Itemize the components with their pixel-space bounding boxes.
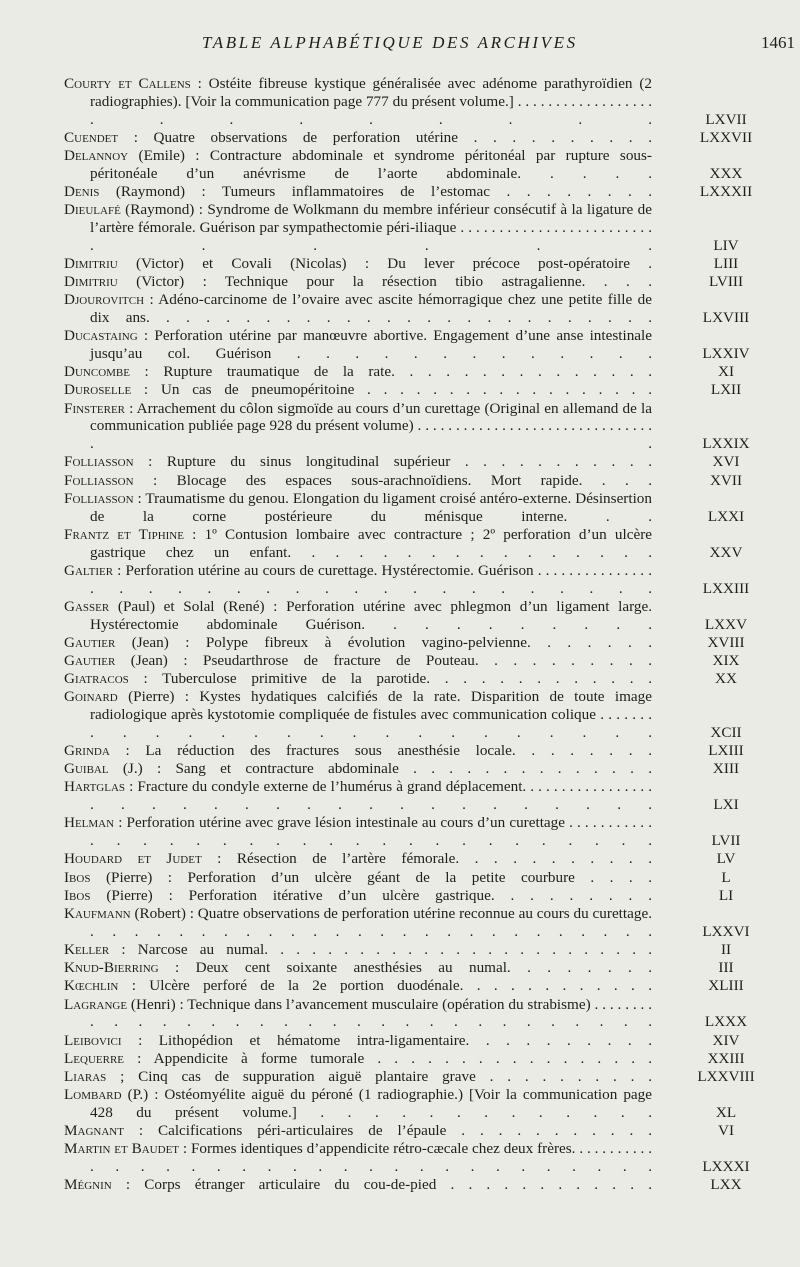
entry-text bbox=[64, 887, 652, 905]
index-entry bbox=[64, 634, 800, 652]
entry-reference: LXXIV bbox=[702, 345, 750, 363]
running-header bbox=[64, 33, 800, 57]
entry-text bbox=[64, 255, 652, 273]
author-name: Dimitriu bbox=[64, 273, 118, 291]
author-name: Delannoy bbox=[64, 146, 129, 164]
author-name: Giatracos bbox=[64, 670, 129, 688]
entry-title: (Pierre) : Perforation itérative d’un ulcère gastrique. . . . . . . . . bbox=[90, 886, 652, 904]
author-name: Houdard et Judet bbox=[64, 850, 202, 868]
index-entry bbox=[64, 996, 800, 1032]
index-entry bbox=[64, 183, 800, 201]
entry-title: : Rupture traumatique de la rate. . . . . . . . . . . . . . . bbox=[129, 363, 652, 381]
author-name: Gasser bbox=[64, 597, 110, 615]
index-entry bbox=[64, 490, 800, 526]
index-entry bbox=[64, 1032, 800, 1050]
entry-title: : Perforation utérine par manœuvre abortive. Engagement d’une anse intestinale jusqu’au col. Guérison . . . . . . . . . . . . . bbox=[90, 327, 652, 363]
entry-title: (Paul) et Solal (René) : Perforation utérine avec phlegmon d’un ligament large. Hystérectomie abdominale Guérison. . . . . . . . . . bbox=[90, 597, 652, 633]
index-entry bbox=[64, 129, 800, 147]
index-entry bbox=[64, 363, 800, 381]
entry-reference: LXXIX bbox=[702, 435, 750, 453]
index-entry bbox=[64, 201, 800, 254]
entry-title: (Jean) : Pseudarthrose de fracture de Pouteau. . . . . . . . . . bbox=[115, 651, 652, 669]
entry-reference: XVII bbox=[709, 471, 743, 489]
entry-text bbox=[64, 472, 652, 490]
index-entry bbox=[64, 814, 800, 850]
entry-title: : Rupture du sinus longitudinal supérieur . . . . . . . . . . . bbox=[133, 453, 652, 471]
entry-title: (Victor) et Covali (Nicolas) : Du lever précoce post-opératoire . bbox=[117, 254, 652, 272]
entry-reference: LIII bbox=[713, 254, 739, 272]
index-entry bbox=[64, 778, 800, 814]
entry-title: (J.) : Sang et contracture abdominale . . . . . . . . . . . . . . bbox=[108, 760, 652, 778]
author-name: Magnant bbox=[64, 1122, 124, 1140]
entry-reference: XXV bbox=[709, 543, 743, 561]
entry-reference: LXIII bbox=[708, 742, 744, 760]
entry-reference: XCII bbox=[710, 723, 742, 741]
entry-reference: XXIII bbox=[707, 1049, 745, 1067]
author-name: Hartglas bbox=[64, 778, 126, 796]
entry-reference: LXX bbox=[710, 1176, 742, 1194]
index-entry bbox=[64, 400, 800, 453]
running-title: TABLE ALPHABÉTIQUE DES ARCHIVES bbox=[202, 33, 578, 52]
entry-text bbox=[64, 75, 652, 128]
index-entry bbox=[64, 381, 800, 399]
entry-text bbox=[64, 941, 652, 959]
entry-text bbox=[64, 1176, 652, 1194]
entry-title: : Blocage des espaces sous-arachnoïdiens. Mort rapide. . . . bbox=[133, 471, 652, 489]
entry-text bbox=[64, 1068, 652, 1086]
index-entry bbox=[64, 941, 800, 959]
entry-text bbox=[64, 869, 652, 887]
entry-reference: XXX bbox=[709, 164, 743, 182]
entry-text bbox=[64, 905, 652, 941]
entry-text bbox=[64, 670, 652, 688]
index-entry bbox=[64, 652, 800, 670]
author-name: Cuendet bbox=[64, 128, 119, 146]
author-name: Duroselle bbox=[64, 381, 132, 399]
entry-title: : Narcose au numal. . . . . . . . . . . . . . . . . . . . . . . . . bbox=[109, 940, 652, 958]
entry-text bbox=[64, 526, 652, 562]
entry-title: : Formes identiques d’appendicite rétro-cæcale chez deux frères. . . . . . . . . . . . . . . . . . . . . . . . . . . . . . . . . . bbox=[90, 1140, 652, 1176]
entry-reference: XVI bbox=[712, 453, 740, 471]
index-entries bbox=[64, 75, 800, 1194]
entry-text bbox=[64, 778, 652, 814]
entry-reference: LVIII bbox=[708, 273, 744, 291]
index-entry bbox=[64, 562, 800, 598]
author-name: Kœchlin bbox=[64, 977, 119, 995]
entry-text bbox=[64, 1122, 652, 1140]
author-name: Lequerre bbox=[64, 1049, 124, 1067]
entry-reference: L bbox=[721, 868, 731, 886]
author-name: Martin et Baudet bbox=[64, 1140, 180, 1158]
author-name: Galtier bbox=[64, 561, 114, 579]
entry-text bbox=[64, 634, 652, 652]
entry-title: (Pierre) : Perforation d’un ulcère géant de la petite courbure . . . . bbox=[90, 868, 652, 886]
entry-title: : Ulcère perforé de la 2e portion duodénale. . . . . . . . . . . . bbox=[118, 977, 652, 995]
author-name: Ducastaing bbox=[64, 327, 138, 345]
entry-reference: LXXVII bbox=[699, 128, 753, 146]
entry-reference: XIV bbox=[712, 1031, 740, 1049]
page-number: 1461 bbox=[761, 33, 795, 52]
index-entry bbox=[64, 273, 800, 291]
entry-text bbox=[64, 490, 652, 526]
entry-text bbox=[64, 453, 652, 471]
entry-reference: LXVII bbox=[705, 110, 747, 128]
entry-reference: II bbox=[720, 940, 732, 958]
entry-title: (Jean) : Polype fibreux à évolution vagino-pelvienne. . . . . . . bbox=[115, 633, 652, 651]
entry-title: (Victor) : Technique pour la résection tibio astragalienne. . . . bbox=[117, 273, 652, 291]
author-name: Duncombe bbox=[64, 363, 130, 381]
index-entry bbox=[64, 1086, 800, 1122]
entry-title: (Raymond) : Syndrome de Wolkmann du membre inférieur consécutif à la ligature de l’artère fémorale. Guérison par sympathectomie péri-iliaque . . . . . . . . . . . . . . . . . . . . . . . . . . . . . . . bbox=[90, 201, 652, 254]
entry-reference: LXII bbox=[710, 381, 742, 399]
entry-text bbox=[64, 129, 652, 147]
entry-text bbox=[64, 760, 652, 778]
author-name: Ibos bbox=[64, 868, 91, 886]
index-entry bbox=[64, 760, 800, 778]
index-entry bbox=[64, 526, 800, 562]
author-name: Knud-Bierring bbox=[64, 959, 159, 977]
author-name: Finsterer bbox=[64, 399, 126, 417]
entry-title: : Perforation utérine au cours de curettage. Hystérectomie. Guérison . . . . . . . . . . . . . . . . . . . . . . . . . . . . . . . . . . . bbox=[90, 561, 652, 597]
index-entry bbox=[64, 291, 800, 327]
entry-reference: VI bbox=[717, 1122, 735, 1140]
author-name: Folliasson bbox=[64, 471, 134, 489]
entry-title: : La réduction des fractures sous anesthésie locale. . . . . . . . bbox=[109, 742, 652, 760]
entry-title: (Robert) : Quatre observations de perforation utérine reconnue au cours du curettage. . . . . . . . . . . . . . . . . . . . . . . . . . . bbox=[90, 904, 652, 940]
entry-text bbox=[64, 400, 652, 453]
entry-reference: XLIII bbox=[708, 977, 744, 995]
entry-title: : Arrachement du côlon sigmoïde au cours d’un curettage (Original en allemand de la communication publiée page 928 du présent volume) . . . . . . . . . . . . . . . . . . . . . . . . . . . . . . . . . bbox=[90, 399, 652, 453]
author-name: Keller bbox=[64, 940, 110, 958]
author-name: Courty et Callens bbox=[64, 75, 191, 92]
entry-text bbox=[64, 652, 652, 670]
index-entry bbox=[64, 1140, 800, 1176]
entry-reference: III bbox=[718, 959, 734, 977]
author-name: Lombard bbox=[64, 1086, 122, 1104]
entry-text bbox=[64, 996, 652, 1032]
author-name: Liaras bbox=[64, 1067, 107, 1085]
entry-text bbox=[64, 959, 652, 977]
index-entry bbox=[64, 1050, 800, 1068]
author-name: Leibovici bbox=[64, 1031, 122, 1049]
entry-reference: LXXX bbox=[704, 1013, 748, 1031]
entry-reference: XIII bbox=[712, 760, 740, 778]
author-name: Djourovitch bbox=[64, 291, 145, 309]
author-name: Lagrange bbox=[64, 995, 128, 1013]
entry-title: : Deux cent soixante anesthésies au numal. . . . . . . . bbox=[158, 959, 652, 977]
entry-title: : Appendicite à forme tumorale . . . . . . . . . . . . . . . . . bbox=[124, 1049, 652, 1067]
entry-title: : Fracture du condyle externe de l’humérus à grand déplacement. . . . . . . . . . . . . . . . . . . . . . . . . . . . . . . . . . . . bbox=[90, 778, 652, 814]
author-name: Folliasson bbox=[64, 489, 134, 507]
index-entry bbox=[64, 453, 800, 471]
index-entry bbox=[64, 75, 800, 128]
entry-title: : Tuberculose primitive de la parotide. . . . . . . . . . . . . bbox=[128, 670, 652, 688]
index-entry bbox=[64, 688, 800, 741]
entry-text bbox=[64, 1050, 652, 1068]
entry-reference: LXXVIII bbox=[697, 1067, 755, 1085]
entry-title: : Traumatisme du genou. Elongation du ligament croisé antéro-externe. Désinsertion de la corne postérieure du ménisque interne. . . bbox=[90, 489, 652, 525]
entry-reference: XVIII bbox=[707, 633, 745, 651]
entry-title: (Henri) : Technique dans l’avancement musculaire (opération du strabisme) . . . . . . . . . . . . . . . . . . . . . . . . . . . . . . . . bbox=[90, 995, 652, 1031]
entry-text bbox=[64, 381, 652, 399]
index-entry bbox=[64, 1122, 800, 1140]
entry-text bbox=[64, 291, 652, 327]
index-entry bbox=[64, 905, 800, 941]
entry-text bbox=[64, 183, 652, 201]
author-name: Folliasson bbox=[64, 453, 134, 471]
entry-reference: LXXXI bbox=[702, 1158, 750, 1176]
entry-text bbox=[64, 1140, 652, 1176]
entry-title: (Emile) : Contracture abdominale et syndrome péritonéal par rupture sous-péritonéale d’un anévrisme de l’aorte abdominale. . . . . bbox=[90, 146, 652, 182]
entry-reference: LXXXII bbox=[699, 182, 753, 200]
entry-title: : 1º Contusion lombaire avec contracture ; 2º perforation d’un ulcère gastrique chez un enfant. . . . . . . . . . . . . . . . bbox=[90, 525, 652, 561]
entry-title: : Adéno-carcinome de l’ovaire avec ascite hémorragique chez une petite fille de dix ans. . . . . . . . . . . . . . . . . . . . . . . . . . bbox=[90, 291, 652, 327]
author-name: Dieulafé bbox=[64, 201, 121, 219]
author-name: Ibos bbox=[64, 886, 91, 904]
index-entry bbox=[64, 887, 800, 905]
entry-title: : Ostéite fibreuse kystique généralisée avec adénome parathyroïdien (2 radiographies). [Voir la communication page 777 du présent volume.] . . . . . . . . . . . . . . . . . . . . . . . . . . . bbox=[90, 75, 653, 128]
entry-title: : Quatre observations de perforation utérine . . . . . . . . . . bbox=[118, 128, 652, 146]
entry-text bbox=[64, 688, 652, 741]
entry-reference: LXXV bbox=[704, 615, 748, 633]
entry-reference: LXXIII bbox=[702, 579, 750, 597]
entry-reference: LIV bbox=[713, 236, 739, 254]
entry-text bbox=[64, 598, 652, 634]
index-entry bbox=[64, 1176, 800, 1194]
entry-text bbox=[64, 562, 652, 598]
author-name: Dimitriu bbox=[64, 254, 118, 272]
entry-text bbox=[64, 363, 652, 381]
entry-title: (Pierre) : Kystes hydatiques calcifiés de la rate. Disparition de toute image radiologique après kystotomie compliquée de fistules avec communication colique . . . . . . . . . . . . . . . . . . . . . . . . . bbox=[90, 688, 652, 741]
entry-title: (Raymond) : Tumeurs inflammatoires de l’estomac . . . . . . . . bbox=[99, 182, 652, 200]
index-entry bbox=[64, 1068, 800, 1086]
author-name: Mégnin bbox=[64, 1176, 112, 1194]
entry-title: : Calcifications péri-articulaires de l’épaule . . . . . . . . . . . bbox=[123, 1122, 652, 1140]
entry-text bbox=[64, 977, 652, 995]
index-entry bbox=[64, 742, 800, 760]
entry-title: : Perforation utérine avec grave lésion intestinale au cours d’un curettage . . . . . . . . . . . . . . . . . . . . . . . . . . . . . . . . . bbox=[90, 814, 652, 850]
index-entry bbox=[64, 670, 800, 688]
entry-title: : Un cas de pneumopéritoine . . . . . . . . . . . . . . . . . . bbox=[131, 381, 652, 399]
author-name: Gautier bbox=[64, 651, 116, 669]
author-name: Grinda bbox=[64, 742, 110, 760]
entry-title: (P.) : Ostéomyélite aiguë du péroné (1 radiographie.) [Voir la communication page 428 du présent volume.] . . . . . . . . . . . . . bbox=[90, 1086, 652, 1121]
entry-reference: XX bbox=[715, 670, 737, 688]
entry-text bbox=[64, 1032, 652, 1050]
entry-reference: LV bbox=[716, 850, 736, 868]
entry-text bbox=[64, 850, 652, 868]
entry-reference: LXVIII bbox=[702, 309, 750, 327]
index-entry bbox=[64, 850, 800, 868]
entry-title: : Corps étranger articulaire du cou-de-pied . . . . . . . . . . . . bbox=[111, 1176, 652, 1194]
entry-reference: XI bbox=[717, 363, 735, 381]
entry-title: : Résection de l’artère fémorale. . . . . . . . . . . bbox=[201, 850, 653, 868]
entry-title: ; Cinq cas de suppuration aiguë plantaire grave . . . . . . . . . . bbox=[106, 1067, 652, 1085]
entry-text bbox=[64, 742, 652, 760]
index-entry bbox=[64, 598, 800, 634]
entry-text bbox=[64, 273, 652, 291]
entry-title: : Lithopédion et hématome intra-ligamentaire. . . . . . . . . . bbox=[121, 1031, 652, 1049]
index-entry bbox=[64, 147, 800, 183]
index-entry bbox=[64, 869, 800, 887]
author-name: Kaufmann bbox=[64, 904, 131, 922]
index-entry bbox=[64, 472, 800, 490]
entry-reference: LXXI bbox=[707, 507, 745, 525]
author-name: Helman bbox=[64, 814, 115, 832]
index-entry bbox=[64, 327, 800, 363]
entry-reference: LVII bbox=[711, 832, 741, 850]
author-name: Goinard bbox=[64, 688, 118, 706]
index-entry bbox=[64, 255, 800, 273]
entry-text bbox=[64, 327, 652, 363]
entry-reference: XL bbox=[715, 1103, 737, 1121]
author-name: Gautier bbox=[64, 633, 116, 651]
entry-reference: LI bbox=[718, 886, 734, 904]
entry-reference: XIX bbox=[712, 651, 740, 669]
entry-text bbox=[64, 1086, 652, 1122]
entry-text bbox=[64, 814, 652, 850]
entry-reference: LXXVI bbox=[702, 922, 750, 940]
author-name: Guibal bbox=[64, 760, 109, 778]
entry-text bbox=[64, 147, 652, 183]
index-entry bbox=[64, 959, 800, 977]
entry-text bbox=[64, 201, 652, 254]
entry-reference: LXI bbox=[713, 796, 739, 814]
index-entry bbox=[64, 977, 800, 995]
author-name: Denis bbox=[64, 182, 100, 200]
author-name: Frantz et Tiphine bbox=[64, 525, 184, 543]
